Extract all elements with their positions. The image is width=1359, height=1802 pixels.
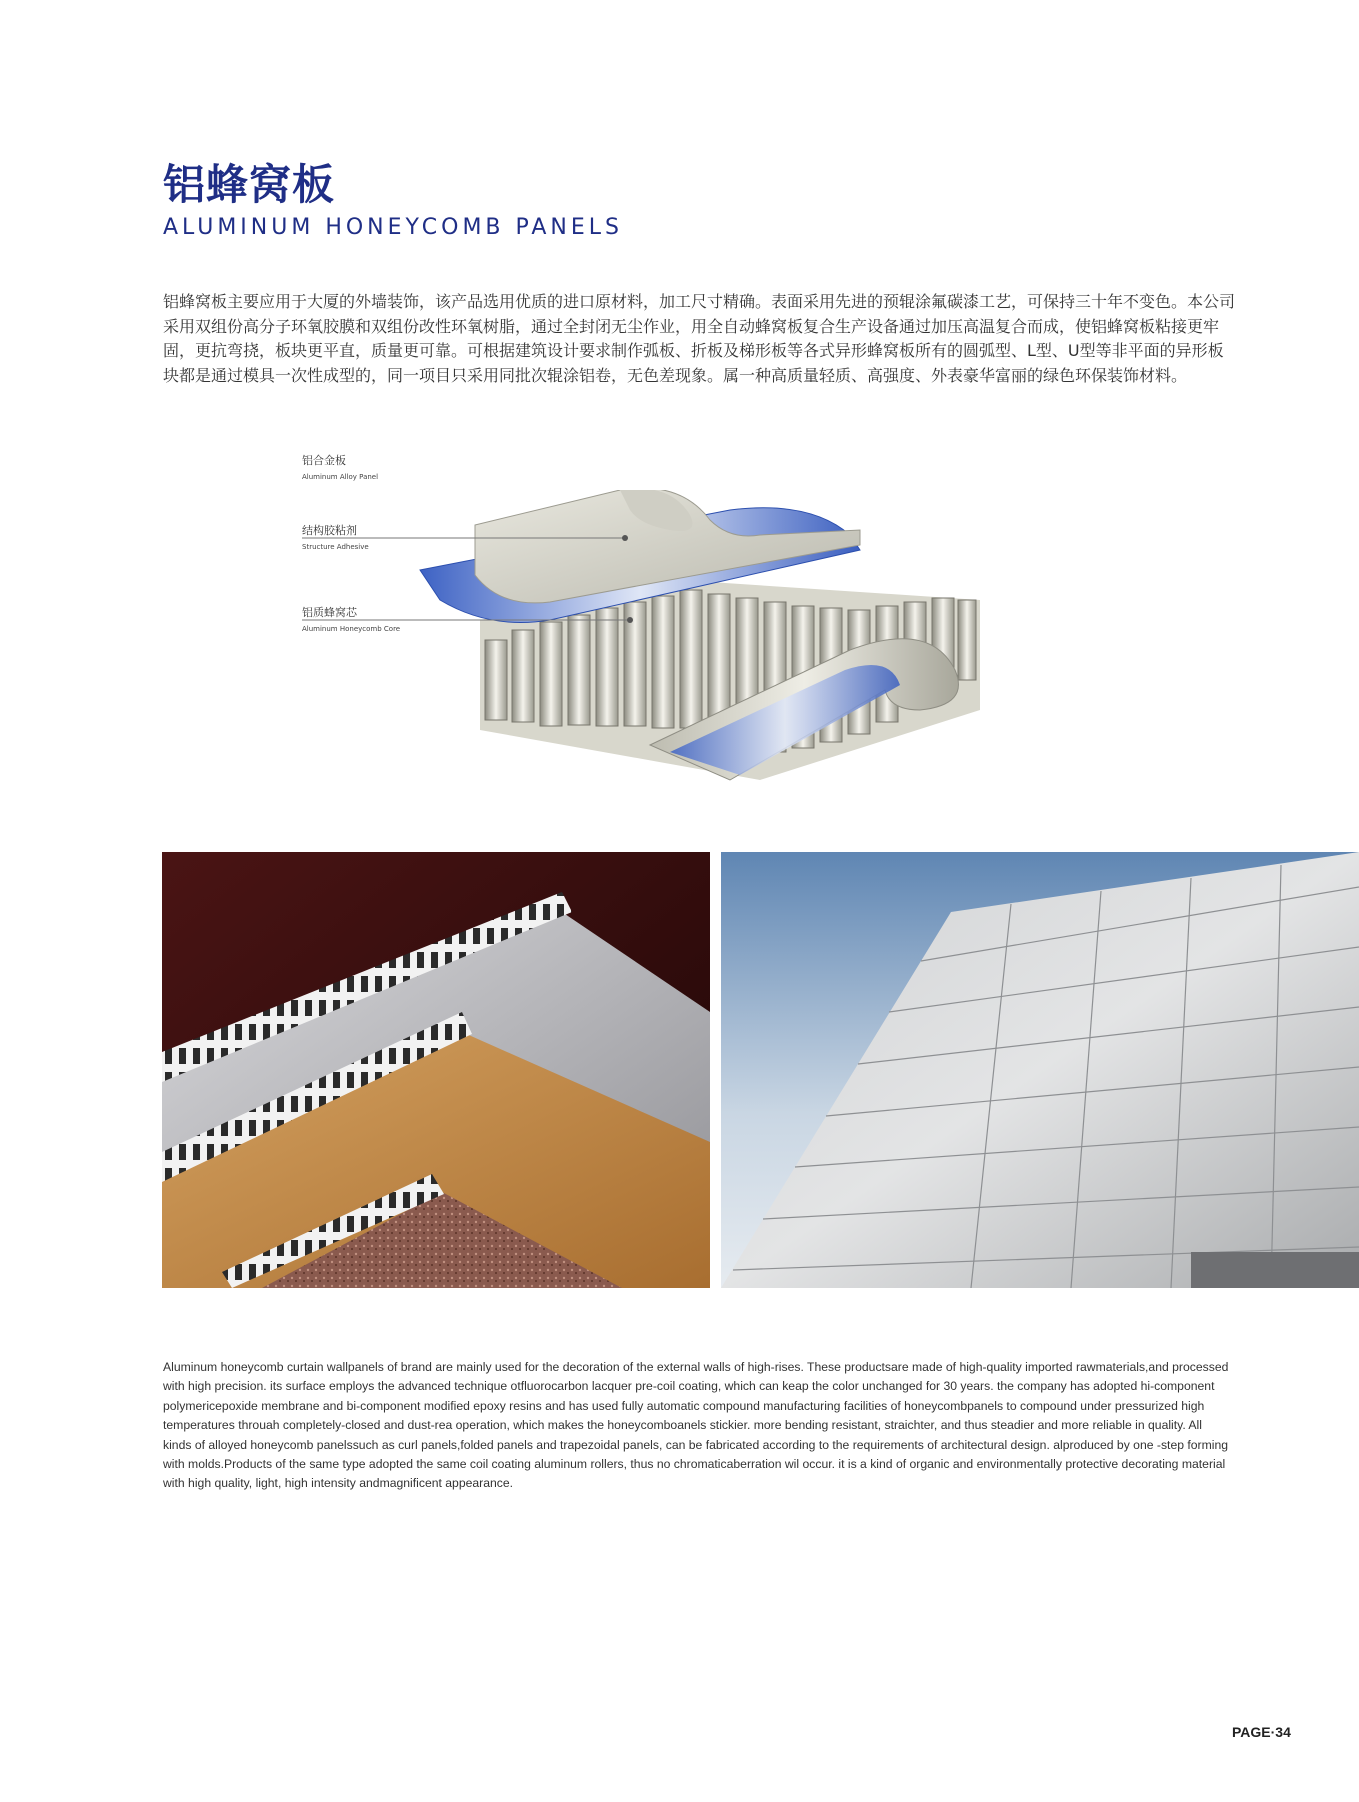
callout-label-en: Aluminum Honeycomb Core [302,625,401,633]
callout-label-cn: 铝质蜂窝芯 [302,606,357,619]
callout-structure-adhesive [302,522,369,551]
callout-aluminum-alloy-panel [302,452,378,481]
honeycomb-structure-diagram [290,454,1000,830]
panel-layers-illustration [290,490,1000,830]
page-subtitle: ALUMINUM HONEYCOMB PANELS [163,215,624,240]
page-title: 铝蜂窝板 [163,160,336,209]
callout-label-cn: 结构胶粘剂 [302,524,357,537]
body-paragraph-en: Aluminum honeycomb curtain wallpanels of brand are mainly used for the decoration of the external walls of high-rises. These productsare made of high-quality imported rawmaterials,and processed with high precision. its surface employs the advanced technique otfluorocarbon lacquer pre-coil coating, which can keap the color unchanged for 30 years. the company has adopted hi-component polymericepoxide membrane and bi-component modified epoxy resins and has used fully automatic compound manufacturing facilities of honeycombpanels to compound under pressurized high temperatures throuah completely-closed and dust-rea operation, which makes the honeycomboanels stickier. more bending resistant, straichter, and thus steadier and more reliable in quality. All kinds of alloyed honeycomb panelssuch as curl panels,folded panels and trapezoidal panels, can be fabricated according to the requirements of architectural design. alproduced by one -step forming with molds.Products of the same type adopted the same coil coating aluminum rollers, thus no chromaticaberration wil occur. it is a kind of organic and environmentally protective decorating material with high quality, light, high intensity andmagnificent appearance. [163,1360,1229,1491]
callout-honeycomb-core [302,604,400,633]
intro-paragraph-cn: 铝蜂窝板主要应用于大厦的外墙装饰，该产品选用优质的进口原材料，加工尺寸精确。表面采用先进的预辊涂氟碳漆工艺，可保持三十年不变色。本公司采用双组份高分子环氧胶膜和双组份改性环氧树脂，通过全封闭无尘作业，用全自动蜂窝板复合生产设备通过加压高温复合而成，使铝蜂窝板粘接更牢固，更抗弯挠，板块更平直，质量更可靠。可根据建筑设计要求制作弧板、折板及梯形板等各式异形蜂窝板所有的圆弧型、L型、U型等非平面的异形板块都是通过模具一次性成型的，同一项目只采用同批次辊涂铝卷，无色差现象。属一种高质量轻质、高强度、外表豪华富丽的绿色环保装饰材料。 [163,292,1236,385]
page-number: PAGE·34 [1232,1724,1291,1740]
building-facade-photo [721,852,1359,1288]
panel-samples-photo [162,852,710,1288]
callout-label-en: Aluminum Alloy Panel [302,473,379,481]
callout-label-cn: 铝合金板 [302,454,346,467]
callout-label-en: Structure Adhesive [302,543,369,551]
